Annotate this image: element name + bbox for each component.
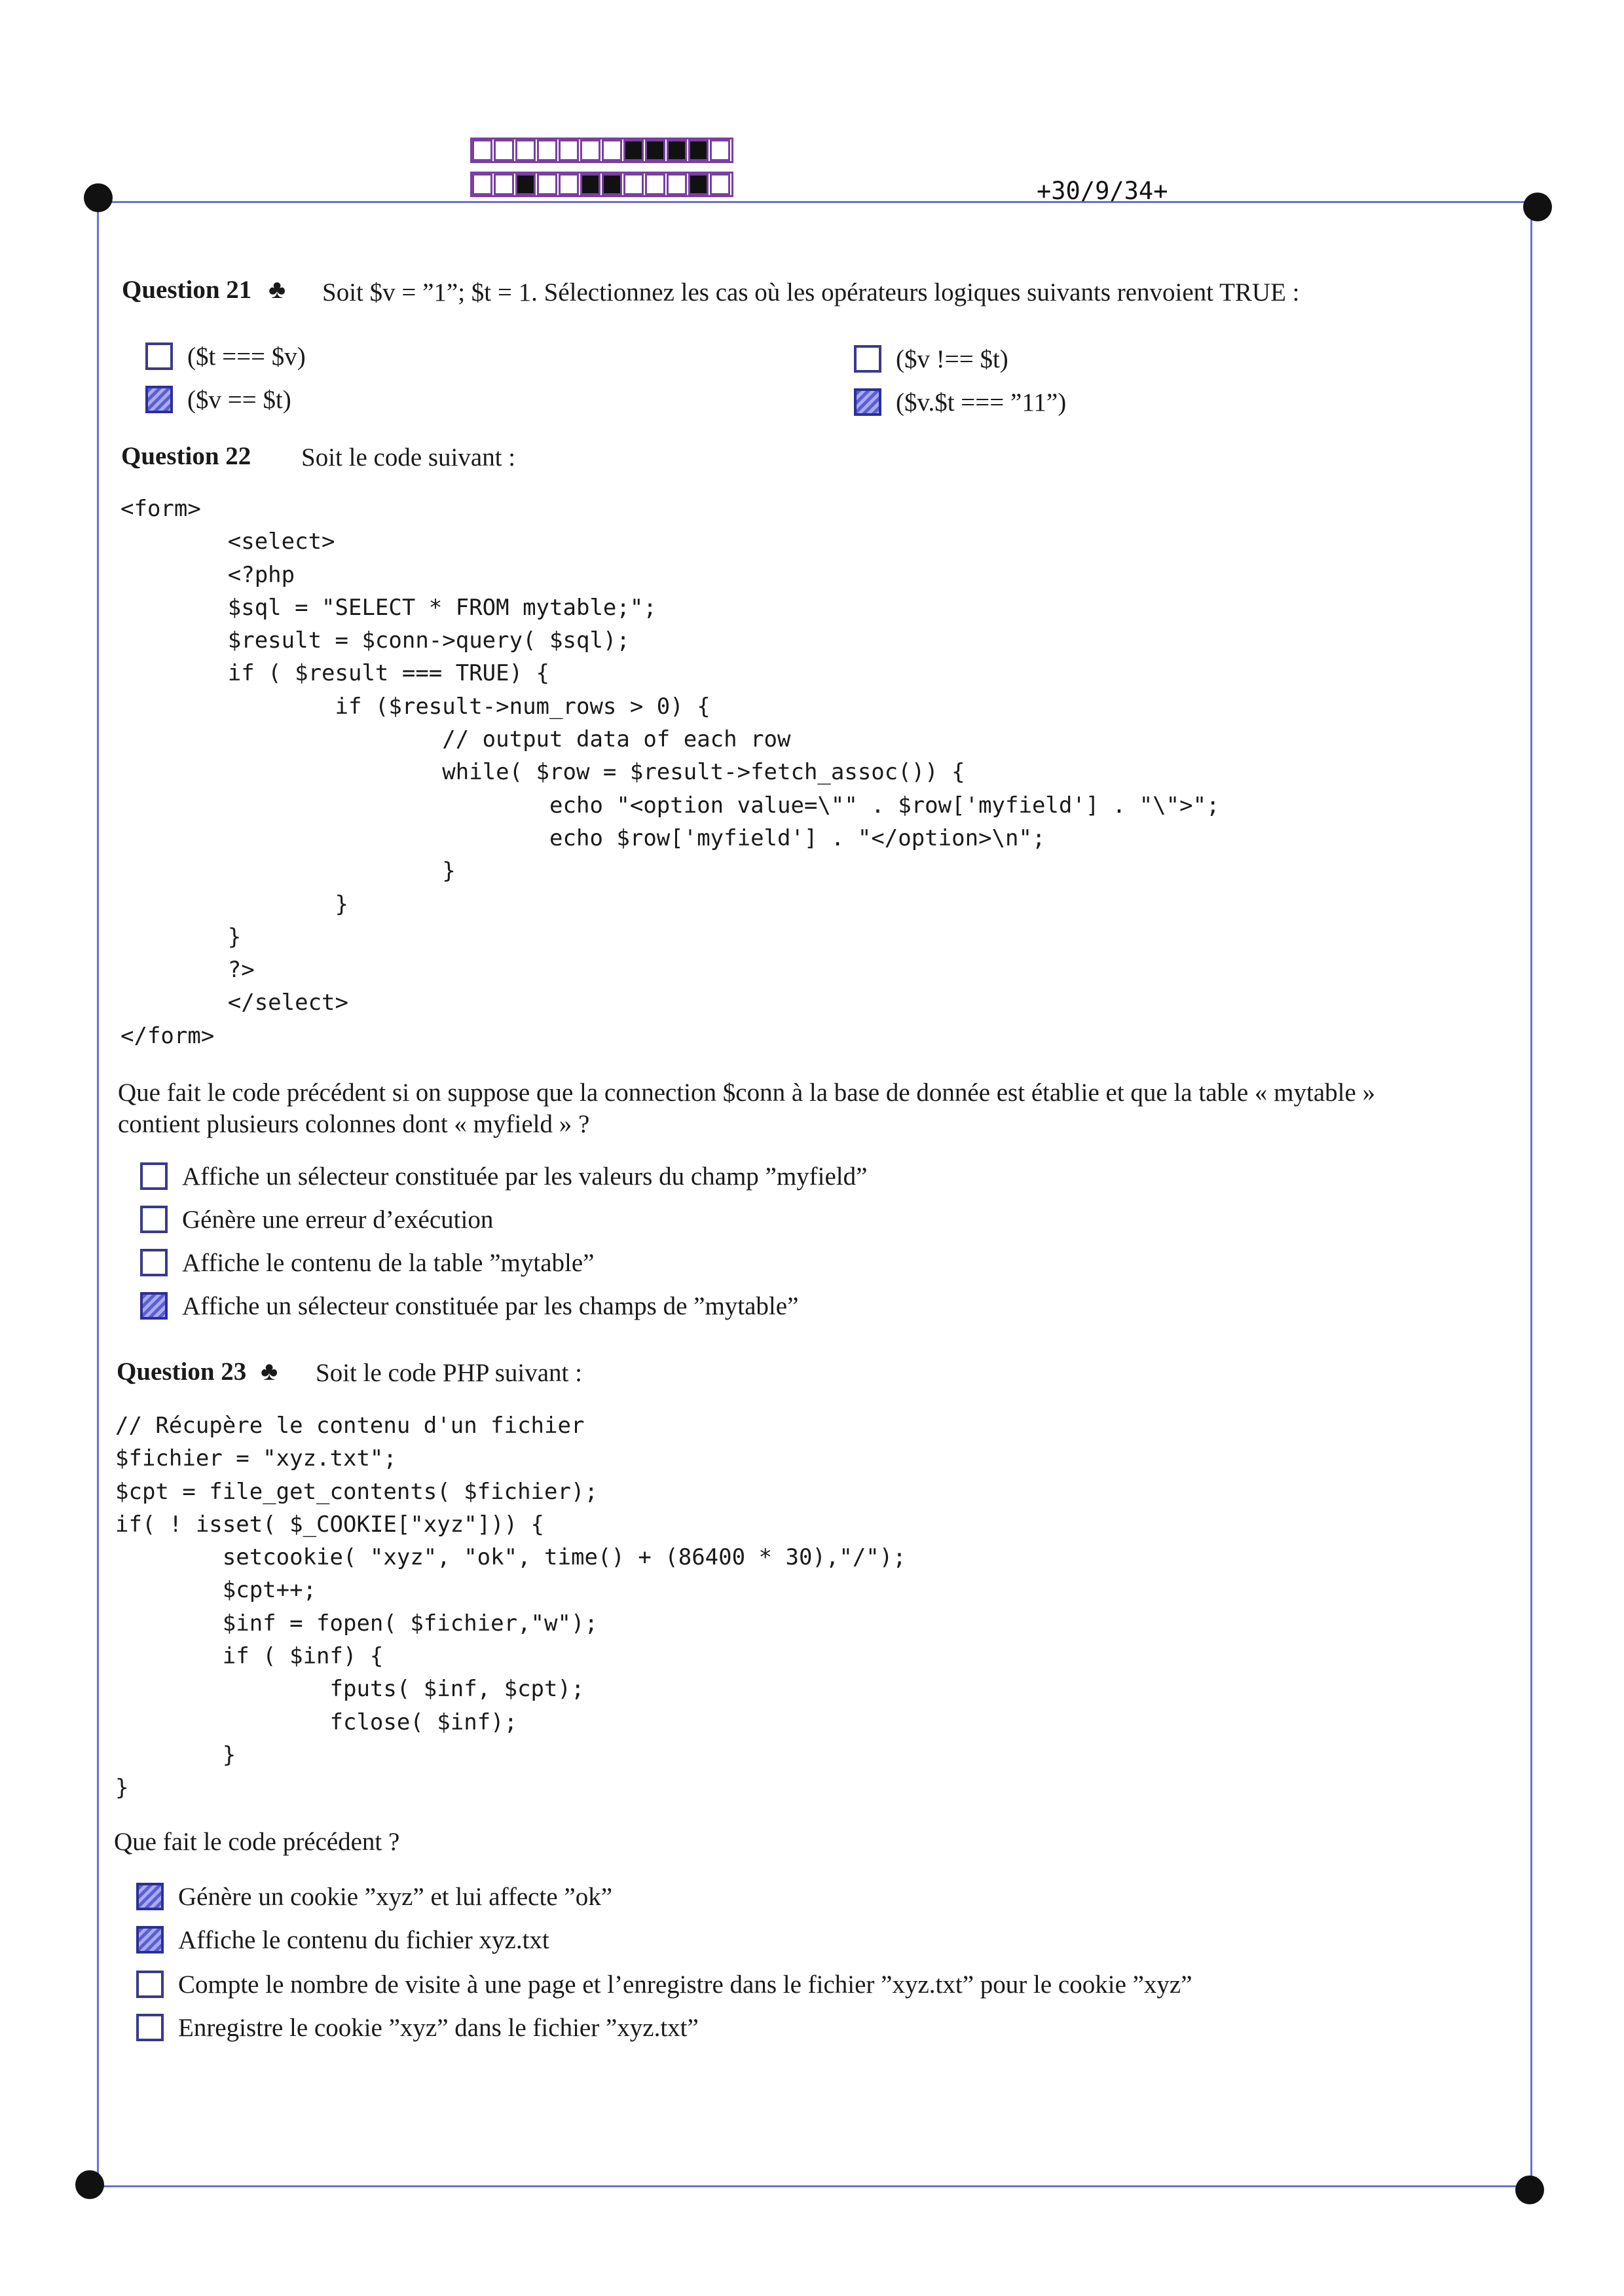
q21-answer-1-label: ($t === $v) [187,342,306,371]
barcode-cell [515,174,536,195]
question-23-code: // Récupère le contenu d'un fichier $fichier = "xyz.txt"; $cpt = file_get_contents( $fichier); if( ! isset( $_COOKIE["xyz"])) { setcookie( "xyz", "ok", time() + (86400 * 30),"/"); $cpt++; $inf = fopen( $fichier,"w"); if ( $inf) { fputs( $inf, $cpt); fclose( $inf); } } [115,1413,906,1802]
barcode-cell [472,139,492,161]
corner-marker-bottom-left [75,2170,104,2199]
question-22-text: Soit le code suivant : [301,443,516,472]
q23-answer-1[interactable] [136,1879,612,1914]
q21-answer-2[interactable] [854,342,1008,376]
q23-answer-3-checkbox[interactable] [136,1971,164,1998]
barcode-cell [472,174,492,195]
barcode-cell [559,174,579,195]
barcode-cell [602,139,622,161]
barcode-cell [515,139,536,161]
q21-answer-4-label: ($v.$t === ”11”) [896,388,1067,417]
question-23-text: Soit le code PHP suivant : [316,1359,582,1387]
q23-answer-2-checkbox[interactable] [136,1926,164,1953]
q21-answer-1[interactable] [145,339,306,373]
q22-answer-4-label: Affiche un sélecteur constituée par les champs de ”mytable” [182,1291,799,1320]
q22-answer-3[interactable] [140,1246,594,1280]
page-barcode-row-2 [470,172,733,197]
barcode-cell [623,139,644,161]
barcode-cell [710,139,730,161]
q23-answer-2-label: Affiche le contenu du fichier xyz.txt [178,1925,549,1954]
frame-top-line [98,201,1532,203]
q23-answer-4-checkbox[interactable] [136,2014,164,2041]
q22-answer-1[interactable] [140,1159,867,1193]
q22-answer-2-checkbox[interactable] [140,1206,168,1233]
q22-answer-1-label: Affiche un sélecteur constituée par les valeurs du champ ”myfield” [182,1162,868,1191]
q21-answer-3-checkbox[interactable] [145,386,173,413]
question-23-title: Question 23 [117,1358,247,1386]
q21-answer-4-checkbox[interactable] [854,388,881,416]
barcode-cell [494,139,514,161]
q23-answer-1-checkbox[interactable] [136,1883,164,1910]
q23-answer-1-label: Génère un cookie ”xyz” et lui affecte ”ok” [178,1882,612,1911]
question-23-prompt: Que fait le code précédent ? [114,1828,400,1856]
barcode-cell [537,174,557,195]
q21-answer-2-label: ($v !== $t) [896,344,1008,373]
question-21-text: Soit $v = ”1”; $t = 1. Sélectionnez les cas où les opérateurs logiques suivants renvoient TRUE : [322,278,1300,306]
q23-answer-2[interactable] [136,1923,549,1957]
q21-answer-4[interactable] [854,385,1066,419]
barcode-cell [602,174,622,195]
question-22-code: <form> <select> <?php $sql = "SELECT * FROM mytable;"; $result = $conn->query( $sql); if ( $result === TRUE) { if ($result->num_rows > 0) { // output data of each row while( $row = $result->fetch_assoc()) { echo "<option value=\"" . $row['myfield'] . "\">"; echo $row['myfield'] . "</option>\n"; } } } ?> </select> </form> [120,496,1220,1049]
barcode-cell [580,174,600,195]
barcode-cell [710,174,730,195]
barcode-cell [623,174,644,195]
barcode-cell [494,174,514,195]
corner-marker-top-right [1523,193,1552,221]
club-icon: ♣ [268,274,286,304]
barcode-cell [580,139,600,161]
club-icon: ♣ [261,1356,278,1386]
frame-right-line [1530,203,1532,2187]
barcode-cell [667,174,687,195]
barcode-cell [667,139,687,161]
page-barcode-row-1 [470,138,733,163]
corner-marker-bottom-right [1515,2176,1544,2204]
question-21-title: Question 21 [122,276,252,304]
q23-answer-4-label: Enregistre le cookie ”xyz” dans le fichier ”xyz.txt” [178,2013,699,2042]
question-22-prompt-line-1: Que fait le code précédent si on suppose que la connection $conn à la base de donnée est établie et que la table « mytable » [118,1079,1376,1107]
q22-answer-4[interactable] [140,1289,798,1323]
q22-answer-2[interactable] [140,1202,493,1236]
q23-answer-3[interactable] [136,1967,1192,2001]
q21-answer-1-checkbox[interactable] [145,343,173,370]
barcode-cell [645,139,665,161]
frame-left-line [97,202,99,2186]
q21-answer-2-checkbox[interactable] [854,345,881,373]
q22-answer-2-label: Génère une erreur d’exécution [182,1205,494,1234]
barcode-cell [537,139,557,161]
q21-answer-3-label: ($v == $t) [187,385,291,414]
q22-answer-1-checkbox[interactable] [140,1162,168,1190]
barcode-cell [688,139,709,161]
q22-answer-3-label: Affiche le contenu de la table ”mytable” [182,1248,595,1277]
q22-answer-4-checkbox[interactable] [140,1292,168,1320]
barcode-cell [688,174,709,195]
page-id: +30/9/34+ [1037,177,1168,205]
barcode-cell [559,139,579,161]
frame-bottom-line [92,2185,1526,2187]
corner-marker-top-left [84,183,113,212]
question-22-title: Question 22 [121,442,251,470]
question-22-prompt-line-2: contient plusieurs colonnes dont « myfield » ? [118,1110,590,1138]
barcode-cell [645,174,665,195]
q23-answer-4[interactable] [136,2010,699,2045]
q22-answer-3-checkbox[interactable] [140,1249,168,1276]
q21-answer-3[interactable] [145,382,291,417]
q23-answer-3-label: Compte le nombre de visite à une page et l’enregistre dans le fichier ”xyz.txt” pour le cookie ”xyz” [178,1970,1192,1999]
